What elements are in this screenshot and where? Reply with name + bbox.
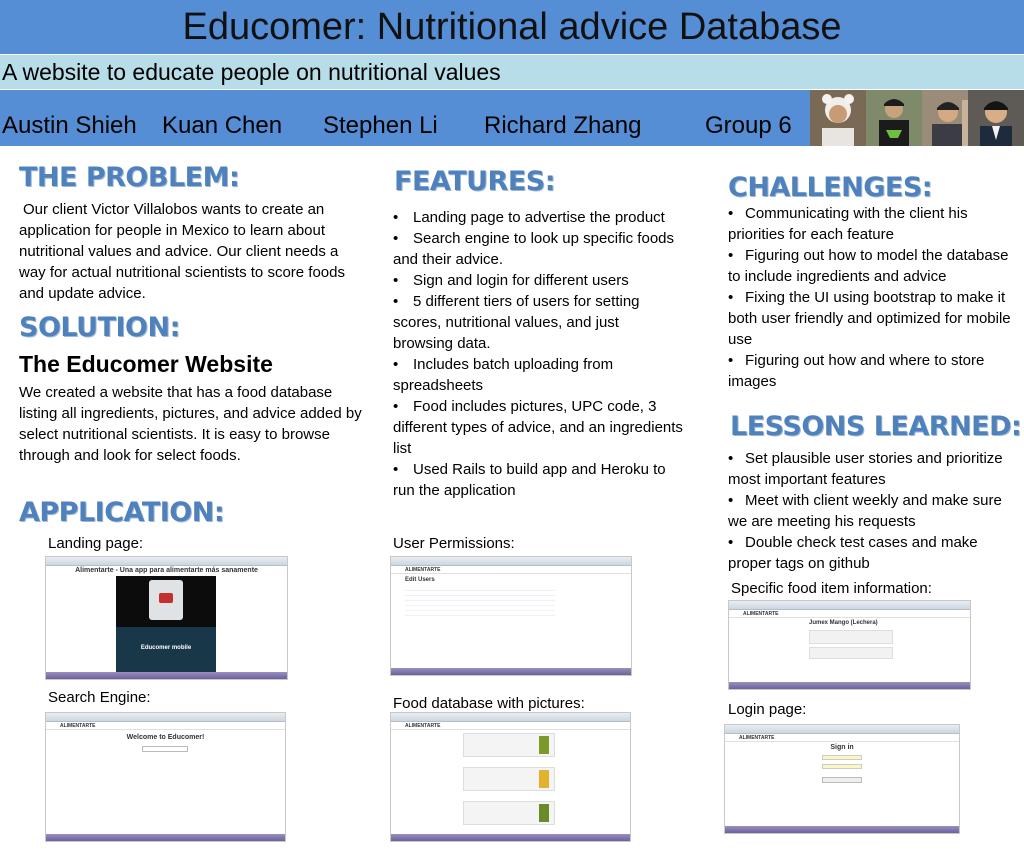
authors-bar	[0, 90, 1024, 146]
landing-banner: Alimentarte - Una app para alimentarte más sanamente	[75, 567, 258, 574]
login-screenshot	[724, 724, 960, 834]
food-item-brand: ALIMENTARTE	[729, 610, 970, 618]
list-item: • Meet with client weekly and make sure we are meeting his requests	[728, 492, 1002, 530]
list-item: • 5 different tiers of users for setting scores, nutritional values, and just browsing data.	[393, 293, 640, 352]
features-list	[393, 207, 683, 501]
problem-text-block	[19, 199, 364, 304]
permissions-brand: ALIMENTARTE	[391, 566, 631, 574]
login-brand: ALIMENTARTE	[725, 734, 959, 742]
landing-caption: Landing page:	[48, 535, 144, 552]
list-item: • Communicating with the client his priorities for each feature	[728, 205, 968, 243]
landing-screenshot	[45, 556, 288, 680]
application-heading: APPLICATION:	[19, 497, 225, 528]
solution-text: We created a website that has a food database listing all ingredients, pictures, and advice added by select nutritional scientists. It is easy to browse through and look for select foods.	[19, 384, 362, 464]
features-heading: FEATURES:	[394, 166, 556, 197]
food-item-caption: Specific food item information:	[731, 580, 932, 597]
solution-subheading: The Educomer Website	[19, 351, 273, 377]
food-item-title: Jumex Mango (Lechera)	[809, 620, 878, 626]
landing-app-name: Educomer mobile	[140, 645, 192, 651]
problem-text: Our client Victor Villalobos wants to create an application for people in Mexico to learn about nutritional values and advice. Our client needs a way for actual nutritional scientists to score foods and update advice.	[19, 201, 345, 302]
list-item: • Landing page to advertise the product	[393, 209, 665, 226]
author-name: Richard Zhang	[484, 112, 642, 139]
team-photo	[810, 90, 866, 146]
team-photo	[968, 90, 1024, 146]
list-item: • Figuring out how to model the database to include ingredients and advice	[728, 247, 1009, 285]
problem-heading: THE PROBLEM:	[19, 162, 240, 193]
list-item: • Figuring out how and where to store images	[728, 352, 985, 390]
lessons-list	[728, 448, 1020, 574]
team-photo	[866, 90, 922, 146]
author-name: Kuan Chen	[162, 112, 283, 139]
list-item: • Search engine to look up specific foods and their advice.	[393, 230, 674, 268]
list-item: • Food includes pictures, UPC code, 3 different types of advice, and an ingredients list	[393, 398, 683, 457]
lessons-heading: LESSONS LEARNED:	[730, 411, 1022, 442]
list-item: • Sign and login for different users	[393, 272, 629, 289]
poster-title: Educomer: Nutritional advice Database	[182, 6, 842, 48]
permissions-caption: User Permissions:	[393, 535, 515, 552]
login-form-title: Sign in	[830, 744, 854, 751]
food-db-caption: Food database with pictures:	[393, 695, 585, 712]
subtitle-bar	[0, 55, 1024, 89]
login-caption: Login page:	[728, 701, 807, 718]
search-brand: ALIMENTARTE	[46, 722, 285, 730]
food-db-screenshot	[390, 712, 631, 842]
poster-subtitle: A website to educate people on nutritional values	[2, 59, 501, 85]
solution-text-block	[19, 382, 364, 466]
list-item: • Double check test cases and make proper tags on github	[728, 534, 978, 572]
permissions-table-title: Edit Users	[405, 577, 435, 583]
search-welcome: Welcome to Educomer!	[126, 734, 205, 741]
search-screenshot	[45, 712, 286, 842]
food-db-brand: ALIMENTARTE	[391, 722, 630, 730]
food-item-screenshot	[728, 600, 971, 690]
group-label: Group 6	[705, 112, 792, 139]
list-item: • Used Rails to build app and Heroku to run the application	[393, 461, 666, 499]
list-item: • Includes batch uploading from spreadsheets	[393, 356, 614, 394]
search-caption: Search Engine:	[48, 689, 151, 706]
list-item: • Set plausible user stories and prioritize most important features	[728, 450, 1003, 488]
challenges-heading: CHALLENGES:	[728, 172, 933, 203]
author-name: Stephen Li	[323, 112, 438, 139]
author-name: Austin Shieh	[2, 112, 137, 139]
title-bar	[0, 0, 1024, 54]
permissions-screenshot	[390, 556, 632, 676]
challenges-list	[728, 203, 1018, 392]
solution-heading: SOLUTION:	[19, 312, 180, 343]
list-item: • Fixing the UI using bootstrap to make it both user friendly and optimized for mobile use	[728, 289, 1011, 348]
